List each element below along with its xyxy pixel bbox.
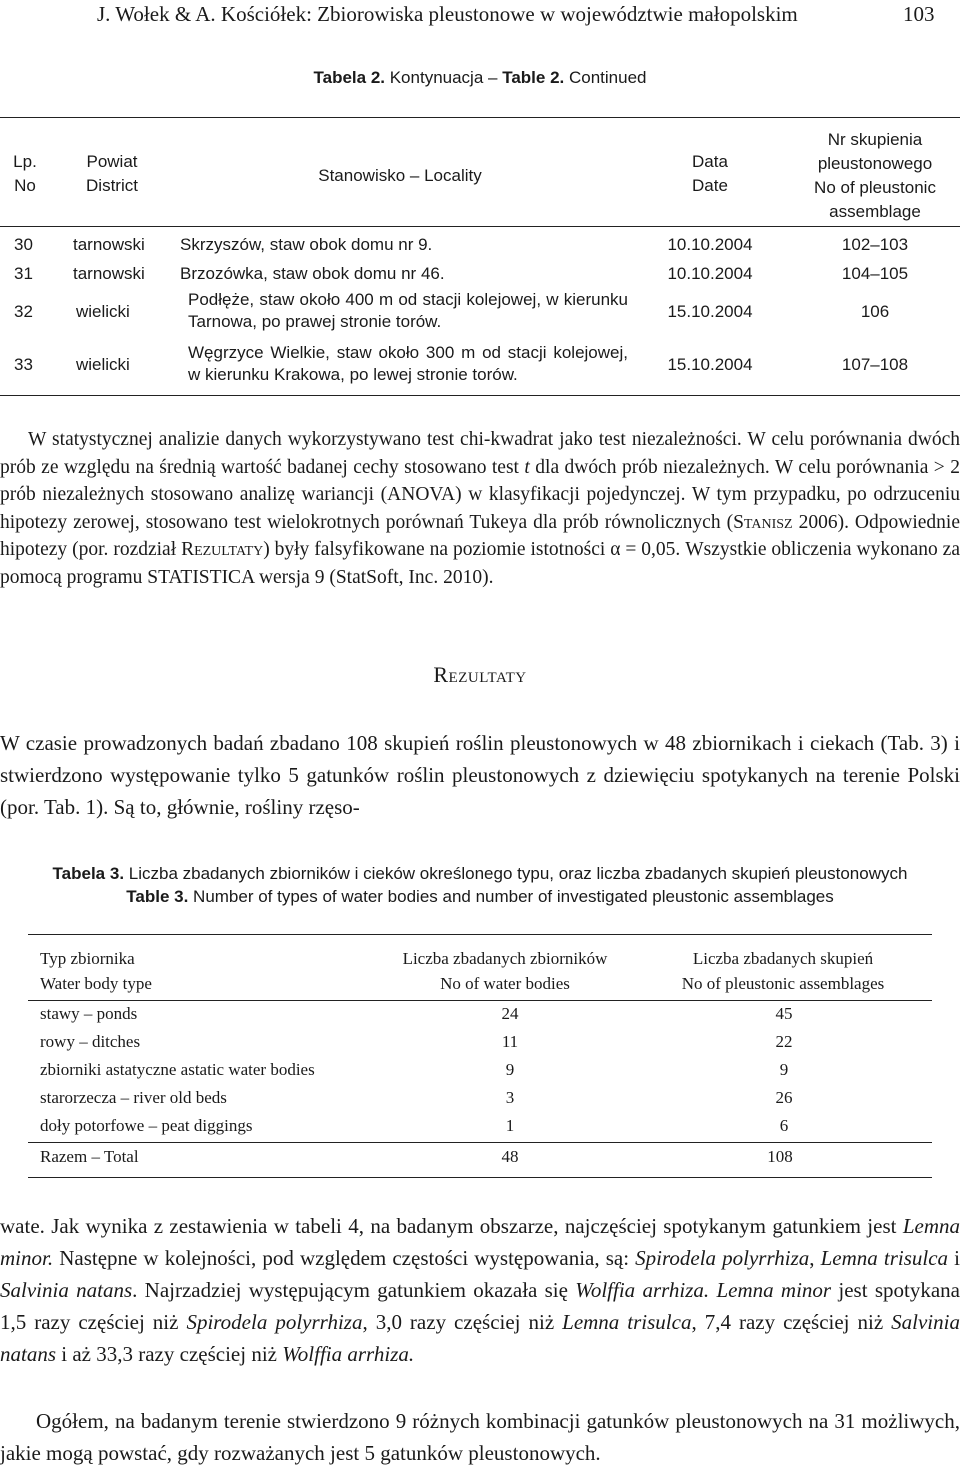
header-line: No of pleustonic assemblages	[681, 974, 885, 993]
table2-header-rule	[0, 226, 960, 227]
species-name: Salvinia natans	[0, 1278, 133, 1302]
text-run: ) były falsyfikowane na poziomie istotności α = 0,05. Wszystkie obliczenia wykonano za pomocą programu STATISTICA wersja 9 (StatSoft, Inc. 2010).	[0, 539, 960, 588]
table3-cell-assemblages: 9	[779, 1060, 789, 1079]
header-line: Date	[692, 176, 728, 195]
table2-cell-locality: Brzozówka, staw obok domu nr 46.	[180, 264, 445, 283]
results-paragraph: W czasie prowadzonych badań zbadano 108 skupień roślin pleustonowych w 48 zbiornikach i ciekach (Tab. 3) i stwierdzono występowanie tylko 5 gatunków roślin pleustonowych z dziewięciu spotykanych na terenie Polski (por. Tab. 1). Są to, głównie, rośliny rzęso-	[0, 731, 960, 819]
text-run: , 3,0 razy częściej niż	[362, 1310, 563, 1334]
text-run: i aż 33,3 razy częściej niż	[56, 1342, 283, 1366]
table3-cell-type: rowy – ditches	[40, 1032, 141, 1051]
table2-cell-powiat: wielicki	[76, 302, 130, 321]
header-line: Powiat	[86, 152, 138, 171]
species-name: Salvinia natans	[0, 1310, 960, 1366]
table2-cell-lp: 33	[14, 355, 33, 374]
header-line: Nr skupienia	[827, 130, 923, 149]
caption-label: Table 3.	[126, 887, 189, 906]
table2-caption-text-pl: Kontynuacja –	[385, 68, 503, 87]
table2-caption-text-en: Continued	[564, 68, 647, 87]
header-line: No of water bodies	[440, 974, 570, 993]
table3-header-bodies	[370, 946, 640, 996]
table2-cell-powiat: wielicki	[76, 355, 130, 374]
table2-caption-label-pl: Tabela 2.	[313, 68, 385, 87]
header-line: Data	[692, 152, 728, 171]
species-name: Lemna minor	[716, 1278, 832, 1302]
caption-text: Number of types of water bodies and number of investigated pleustonic assemblages	[188, 887, 834, 906]
table2-cell-nr: 107–108	[841, 355, 909, 374]
table3-total-rule	[28, 1142, 932, 1143]
header-line: assemblage	[829, 202, 921, 221]
header-line: Typ zbiornika	[40, 949, 135, 968]
table2-cell-powiat: tarnowski	[73, 264, 145, 283]
header-line: Lp.	[13, 152, 37, 171]
page-number: 103	[903, 2, 935, 26]
table3-caption-en	[0, 885, 960, 909]
species-name: Spirodela polyrrhiza	[186, 1310, 363, 1334]
table2-cell-lp: 30	[14, 235, 33, 254]
running-header	[0, 0, 960, 30]
table3-bottom-rule	[28, 1177, 932, 1178]
table2-bottom-rule	[0, 395, 960, 396]
table2-cell-nr: 102–103	[841, 235, 909, 254]
species-name: Wolffia arrhiza.	[282, 1342, 415, 1366]
summary-paragraph: Ogółem, na badanym terenie stwierdzono 9 różnych kombinacji gatunków pleustonowych na 31 możliwych, jakie mogą powstać, gdy rozważanych jest 5 gatunków pleustonowych.	[0, 1409, 960, 1465]
table2-cell-locality: Węgrzyce Wielkie, staw około 300 m od stacji kolejowej, w kierunku Krakowa, po lewej stronie torów.	[188, 343, 628, 384]
table2-header-data	[660, 150, 760, 198]
table3-total-type: Razem – Total	[40, 1147, 139, 1166]
header-line: Water body type	[40, 974, 152, 993]
species-name: Spirodela polyrrhiza	[635, 1246, 810, 1270]
text-run: dla dwóch prób niezależnych. W celu porównania > 2 prób niezależnych stosowano analizę wariancji (ANOVA) w klasyfikacji pojedynczej. W tym przypadku, po odrzuceniu hipotezy zerowej, stosowano test wielokrotnych porównań Tukeya dla prób równolicznych (	[0, 456, 960, 533]
text-run: 2006). Odpowiednie hipotezy (por. rozdział	[0, 511, 960, 560]
table3-cell-type: starorzecza – river old beds	[40, 1088, 227, 1107]
species-name: Lemna trisulca	[562, 1310, 692, 1334]
header-line: District	[86, 176, 138, 195]
table3-cell-assemblages: 45	[775, 1004, 793, 1023]
table3-cell-assemblages: 22	[775, 1032, 793, 1051]
header-line: No of pleustonic	[814, 178, 936, 197]
author-smallcaps: Stanisz	[733, 511, 793, 533]
species-name: Wolffia arrhiza.	[575, 1278, 710, 1302]
methods-paragraph	[0, 426, 960, 591]
species-name: Lemna trisulca	[820, 1246, 949, 1270]
table2-cell-locality: Skrzyszów, staw obok domu nr 9.	[180, 235, 433, 254]
species-name: Lemna minor.	[0, 1214, 960, 1270]
table2-caption-label-en: Table 2.	[502, 68, 565, 87]
table3-cell-assemblages: 26	[775, 1088, 793, 1107]
table2-header-nr	[790, 128, 960, 224]
table3-caption-pl	[0, 862, 960, 886]
table2-cell-date: 15.10.2004	[667, 355, 753, 374]
text-run: Następne w kolejności, pod względem częstości występowania, są:	[53, 1246, 636, 1270]
table3-header-rule	[28, 1000, 932, 1001]
table2-cell-lp: 32	[14, 302, 33, 321]
section-heading: Rezultaty	[433, 662, 527, 687]
table2-caption	[0, 68, 960, 88]
table2-top-rule	[0, 117, 960, 118]
text-run: , 7,4 razy częściej niż	[691, 1310, 892, 1334]
table2-header-stanowisko: Stanowisko – Locality	[318, 166, 482, 185]
running-title: J. Wołek & A. Kościółek: Zbiorowiska pleustonowe w województwie małopolskim	[97, 2, 798, 26]
table3-cell-type: doły potorfowe – peat diggings	[40, 1116, 253, 1135]
table2-cell-date: 10.10.2004	[667, 235, 753, 254]
table2-cell-nr: 106	[860, 302, 890, 321]
text-run: jest spotykana 1,5 razy częściej niż	[0, 1278, 960, 1334]
table2-cell-lp: 31	[14, 264, 33, 283]
table3-header-assemblages	[648, 946, 918, 996]
table3-cell-bodies: 11	[501, 1032, 519, 1051]
header-line: Liczba zbadanych zbiorników	[402, 949, 608, 968]
header-line: Liczba zbadanych skupień	[692, 949, 874, 968]
caption-label: Tabela 3.	[52, 864, 125, 883]
species-paragraph	[0, 1210, 960, 1370]
caption-text: Liczba zbadanych zbiorników i cieków określonego typu, oraz liczba zbadanych skupień pleustonowych	[124, 864, 908, 883]
table3-total-assemblages: 108	[767, 1147, 793, 1166]
table2-cell-nr: 104–105	[841, 264, 909, 283]
table3-header-type	[40, 946, 152, 996]
table3-total-bodies: 48	[501, 1147, 519, 1166]
table3-cell-bodies: 9	[505, 1060, 515, 1079]
table3-cell-bodies: 1	[505, 1116, 515, 1135]
table2-header-lp	[5, 150, 45, 198]
text-run: . Najrzadziej występującym gatunkiem okazała się	[132, 1278, 576, 1302]
text-run: i	[948, 1246, 960, 1270]
text-run: ,	[809, 1246, 821, 1270]
table2-header-powiat	[60, 150, 164, 198]
table3-cell-type: stawy – ponds	[40, 1004, 138, 1023]
table3-cell-assemblages: 6	[779, 1116, 789, 1135]
table2-cell-date: 15.10.2004	[667, 302, 753, 321]
text-run: wate. Jak wynika z zestawienia w tabeli 4, na badanym obszarze, najczęściej spotykanym gatunkiem jest	[0, 1214, 903, 1238]
table3-cell-bodies: 24	[501, 1004, 519, 1023]
header-line: No	[14, 176, 36, 195]
table2-cell-powiat: tarnowski	[73, 235, 145, 254]
table3-cell-type: zbiorniki astatyczne astatic water bodies	[40, 1060, 315, 1079]
header-line: pleustonowego	[817, 154, 933, 173]
italic-run: t	[524, 456, 530, 478]
table2-cell-locality: Podłęże, staw około 400 m od stacji kolejowej, w kierunku Tarnowa, po prawej stronie torów.	[188, 290, 628, 331]
table2-cell-date: 10.10.2004	[667, 264, 753, 283]
table3-cell-bodies: 3	[505, 1088, 515, 1107]
text-run: W statystycznej analizie danych wykorzystywano test chi-kwadrat jako test niezależności. W celu porównania dwóch prób ze względu na średnią wartość badanej cechy stosowano test	[0, 429, 960, 478]
section-ref-smallcaps: Rezultaty	[181, 539, 264, 560]
table3-top-rule	[28, 934, 932, 935]
